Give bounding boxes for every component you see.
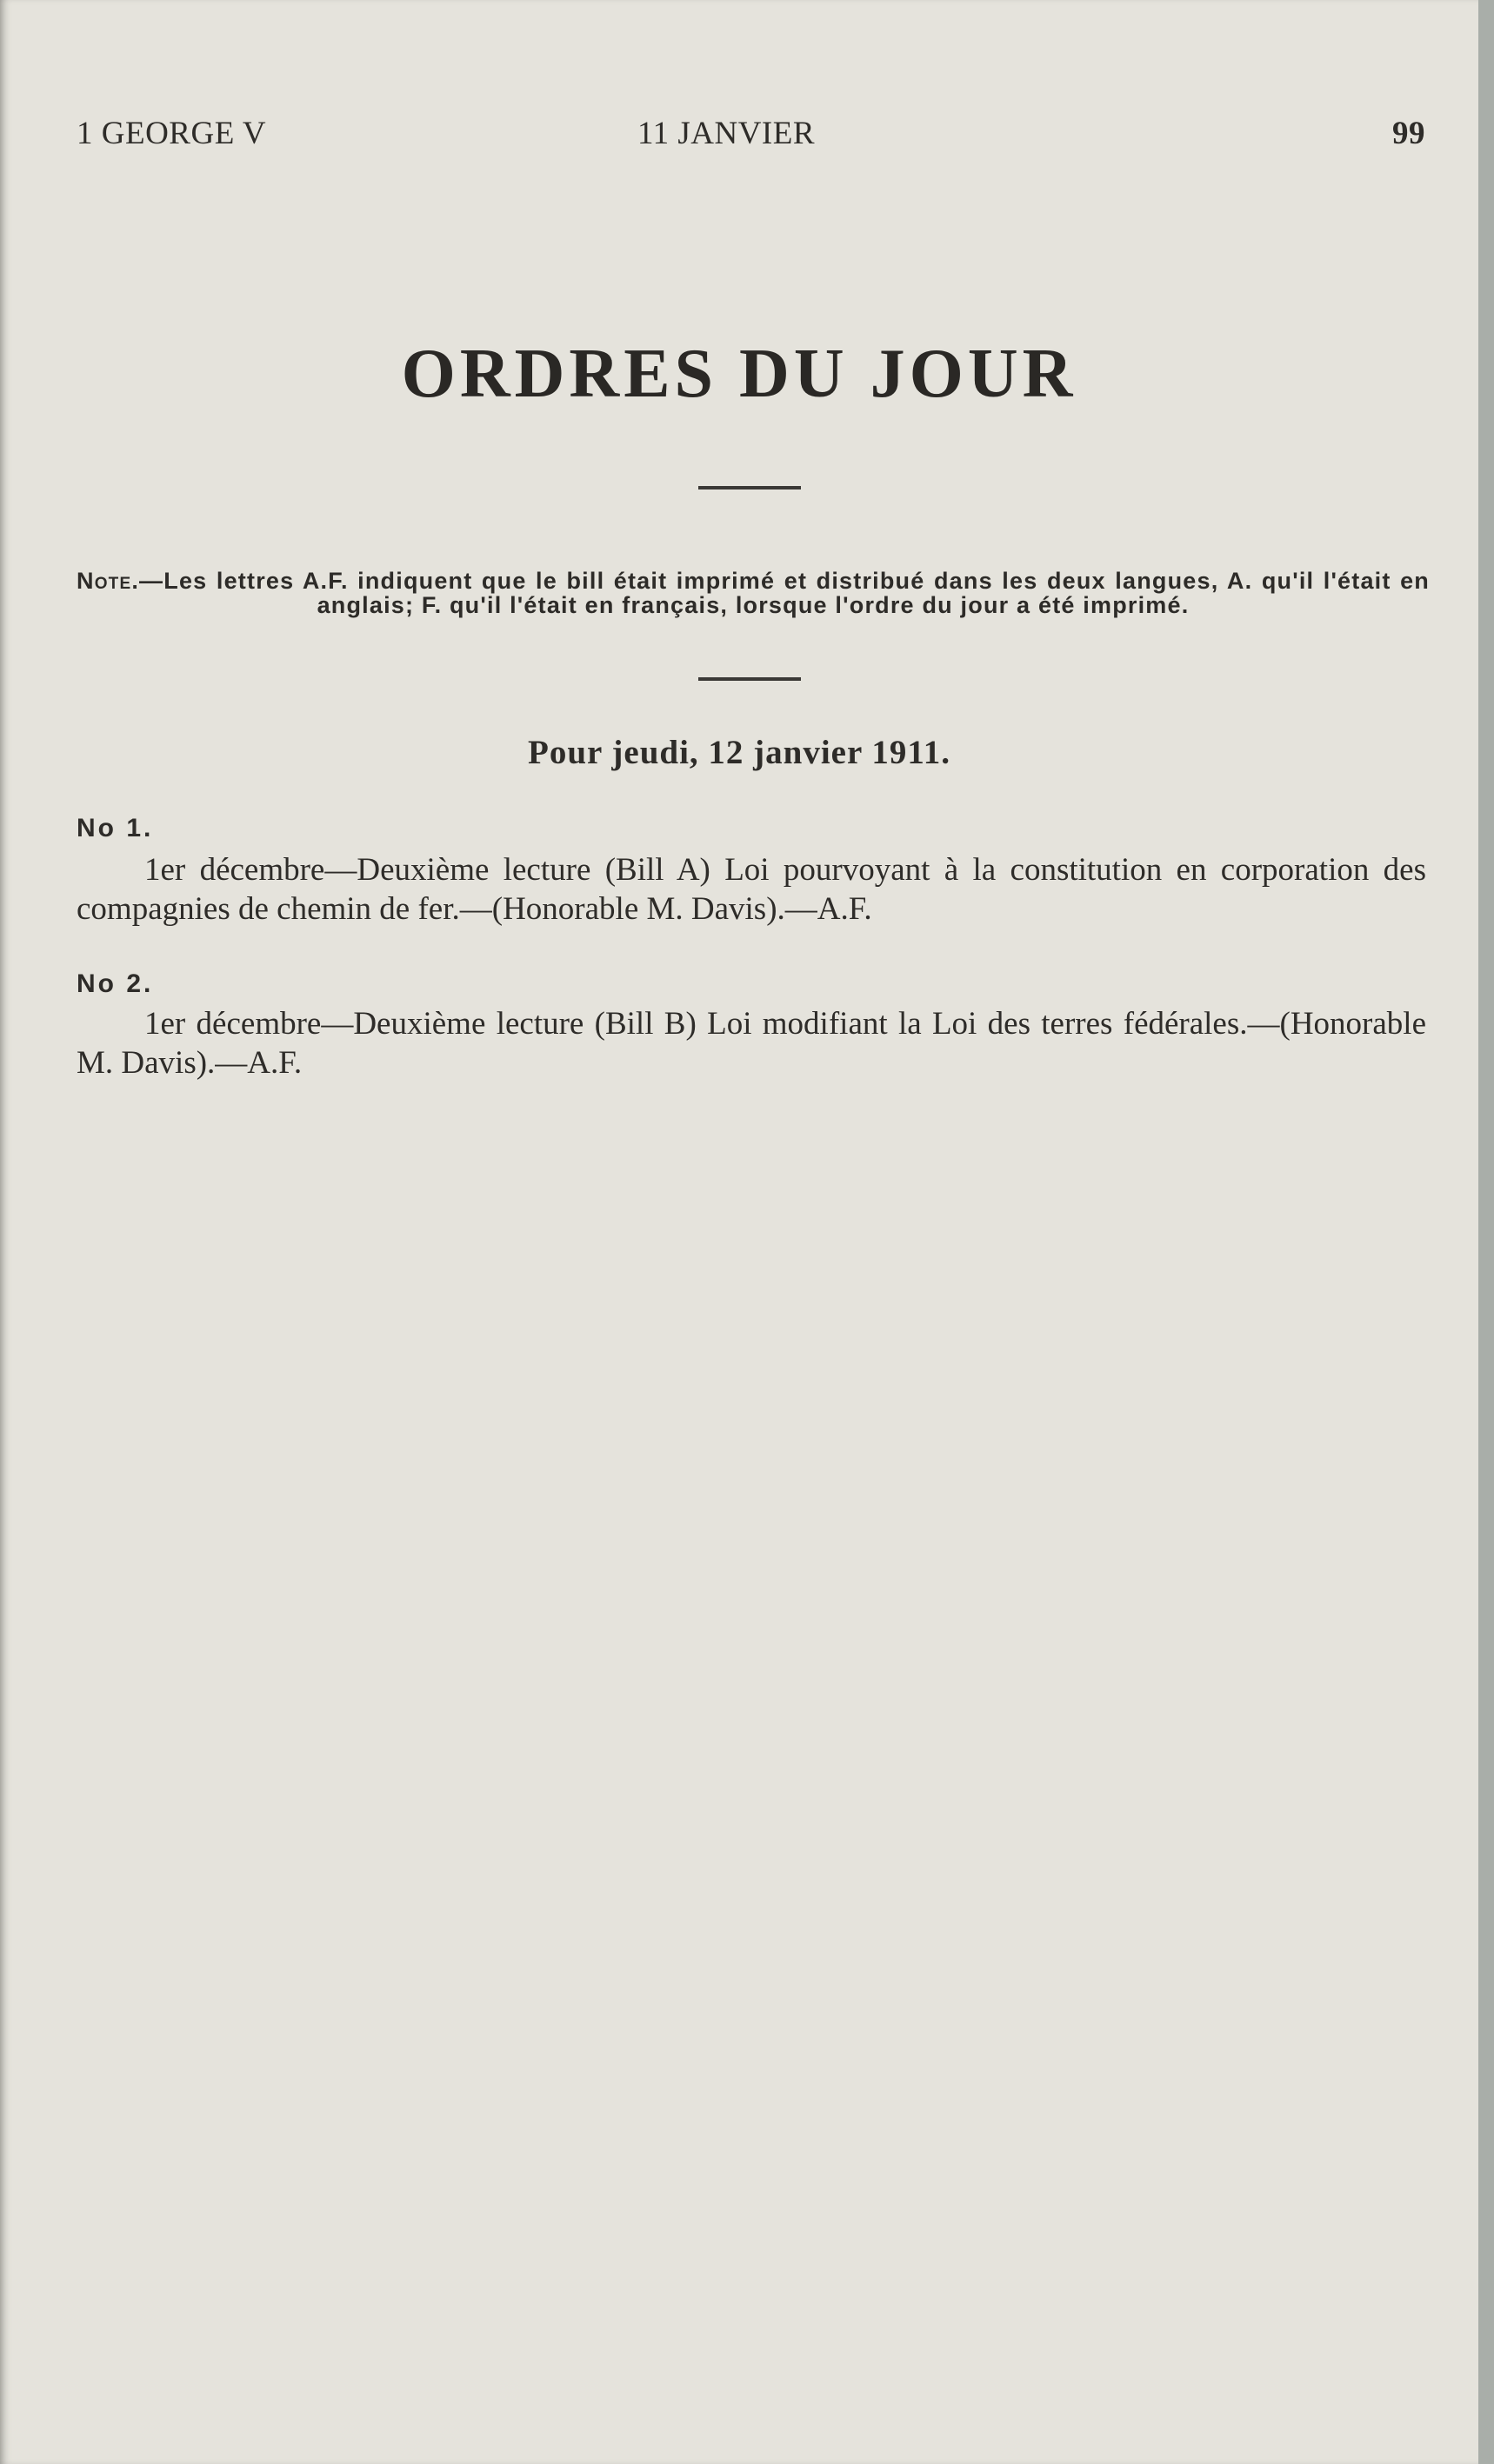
page-number: 99 xyxy=(1392,116,1425,151)
order-number: No 1. xyxy=(77,814,154,842)
order-text: 1er décembre—Deuxième lecture (Bill B) Loi modifiant la Loi des terres fédérales.—(Honorable M. Davis).—A.F. xyxy=(77,1006,1426,1081)
note-paragraph xyxy=(77,569,1430,617)
page-edge xyxy=(1478,0,1494,2464)
order-text: 1er décembre—Deuxième lecture (Bill A) Loi pourvoyant à la constitution en corporation des compagnies de chemin de fer.—(Honorable M. Davis).—A.F. xyxy=(77,852,1426,927)
order-number: No 2. xyxy=(77,969,154,998)
note-label: Note xyxy=(77,568,132,594)
running-head-date: 11 JANVIER xyxy=(637,116,816,151)
note-text: .—Les lettres A.F. indiquent que le bill était imprimé et distribué dans les deux langues, A. qu'il l'était en anglais; F. qu'il l'était en français, lorsque l'ordre du jour a été imprimé. xyxy=(131,568,1430,618)
page-title: ORDRES DU JOUR xyxy=(401,336,1077,412)
note-divider xyxy=(698,677,801,681)
running-head-regnal-year: 1 GEORGE V xyxy=(77,116,267,151)
sitting-date: Pour jeudi, 12 janvier 1911. xyxy=(528,734,950,771)
title-divider xyxy=(698,486,801,489)
